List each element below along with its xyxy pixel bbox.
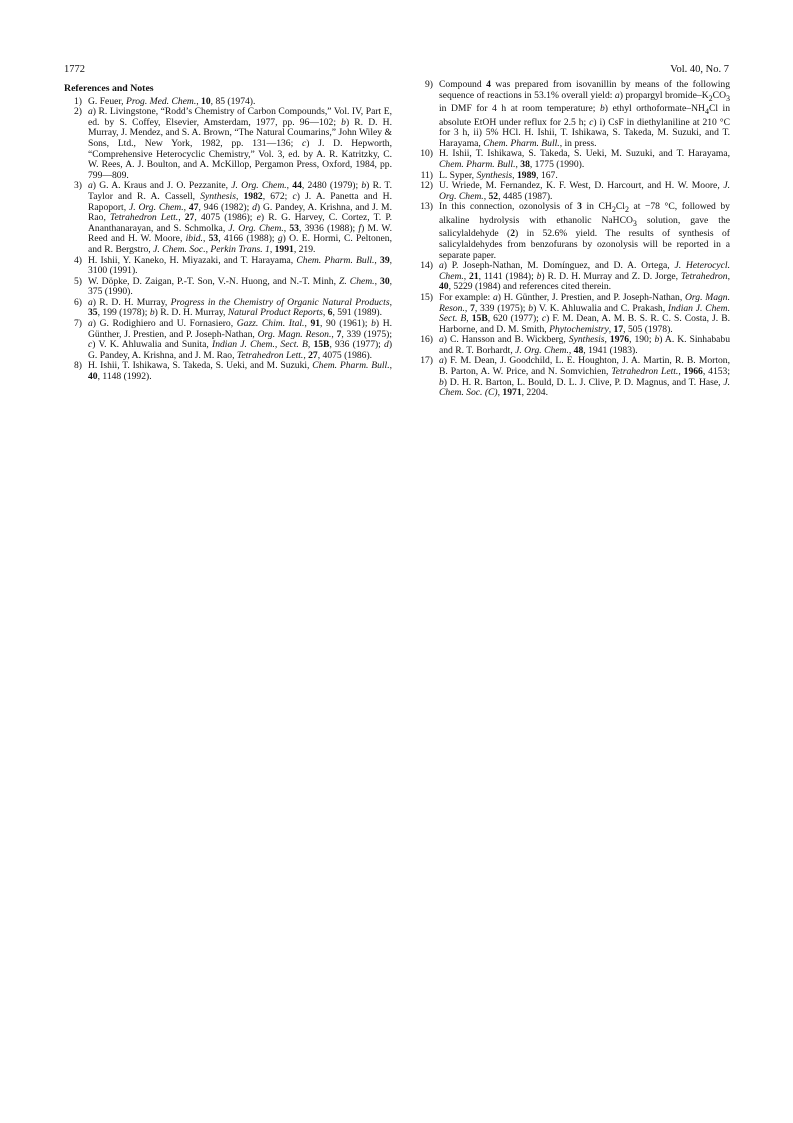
reference-item — [64, 298, 392, 319]
reference-text: a) F. M. Dean, J. Goodchild, L. E. Houghton, J. A. Martin, R. B. Morton, B. Parton, A. W. Price, and N. Somvichien, Tetrahedron Lett., 1966, 4153; b) D. H. R. Barton, L. Bould, D. L. J. Clive, P. D. Magnus, and T. Hase, J. Chem. Soc. (C), 1971, 2204. — [439, 355, 731, 399]
reference-text: H. Ishii, Y. Kaneko, H. Miyazaki, and T. Harayama, Chem. Pharm. Bull., 39, 3100 (1991). — [88, 254, 393, 277]
reference-number: 10) — [420, 148, 433, 160]
reference-number: 9) — [425, 79, 433, 90]
reference-text: a) G. Rodighiero and U. Fornasiero, Gazz. Chim. Ital., 91, 90 (1961); b) H. Günther, J. Prestien, and P. Joseph-Nathan, Org. Magn. Reson., 7, 339 (1975); c) V. K. Ahluwalia and Sunita, Indian J. Chem., Sect. B, 15B, 936 (1977); d) G. Pandey, A. Krishna, and J. M. Rao, Tetrahedron Lett., 27, 4075 (1986). — [88, 318, 393, 361]
reference-number: 11) — [420, 169, 433, 181]
reference-item — [415, 202, 730, 261]
reference-text: a) C. Hansson and B. Wickberg, Synthesis, 1976, 190; b) A. K. Sinhababu and R. T. Borhardt, J. Org. Chem., 48, 1941 (1983). — [439, 334, 731, 356]
volume-issue: Vol. 40, No. 7 — [670, 64, 729, 75]
reference-item — [64, 181, 392, 255]
reference-item — [415, 261, 730, 293]
reference-item — [415, 149, 730, 170]
reference-number: 17) — [420, 355, 433, 367]
reference-item — [415, 80, 730, 149]
left-column — [64, 80, 392, 383]
reference-number: 6) — [74, 296, 82, 308]
right-column — [415, 80, 730, 399]
reference-item — [415, 181, 730, 202]
reference-text: H. Ishii, T. Ishikawa, S. Takeda, S. Ueki, M. Suzuki, and T. Harayama, Chem. Pharm. Bull., 38, 1775 (1990). — [439, 148, 730, 170]
reference-number: 7) — [74, 318, 82, 330]
reference-item — [415, 293, 730, 335]
reference-text: U. Wriede, M. Fernandez, K. F. West, D. Harcourt, and H. W. Moore, J. Org. Chem., 52, 4485 (1987). — [439, 180, 730, 202]
reference-item — [64, 277, 392, 298]
reference-number: 5) — [74, 275, 82, 287]
reference-item — [64, 107, 392, 181]
reference-text: G. Feuer, Prog. Med. Chem., 10, 85 (1974). — [88, 95, 256, 107]
reference-text: L. Syper, Synthesis, 1989, 167. — [439, 169, 558, 181]
reference-text: H. Ishii, T. Ishikawa, S. Takeda, S. Ueki, and M. Suzuki, Chem. Pharm. Bull., 40, 1148 (1992). — [88, 360, 392, 383]
reference-text: In this connection, ozonolysis of 3 in $CH_2Cl_2$ at −78 °C, followed by alkaline hydrolysis with ethanolic NaHCO$_3$ solution, gave the salicylaldehyde (2) in 52.6% yield. The results of synthesis of salicylaldehydes from benzofurans by ozonolysis will be reported in a separate paper. — [439, 201, 730, 261]
reference-list-left — [64, 97, 392, 383]
page-number: 1772 — [64, 64, 85, 75]
reference-number: 14) — [420, 260, 433, 272]
reference-text: W. Döpke, D. Zaigan, P.-T. Son, V.-N. Huong, and N.-T. Minh, Z. Chem., 30, 375 (1990). — [88, 275, 393, 298]
reference-text: a) P. Joseph-Nathan, M. Domínguez, and D. A. Ortega, J. Heterocycl. Chem., 21, 1141 (1984); b) R. D. H. Murray and Z. D. Jorge, Tetrahedron, 40, 5229 (1984) and references cited therein. — [439, 260, 731, 293]
reference-number: 2) — [74, 106, 82, 118]
reference-number: 15) — [420, 291, 433, 303]
reference-item — [64, 319, 392, 361]
section-title: References and Notes — [64, 83, 154, 94]
reference-item — [64, 361, 392, 382]
reference-text: a) R. Livingstone, “Rodd’s Chemistry of Carbon Compounds,” Vol. IV, Part E, ed. by S. Coffey, Elsevier, Amsterdam, 1977, pp. 96—102; b) R. D. H. Murray, J. Mendez, and S. A. Brown, “The Natural Coumarins,” John Wiley & Sons, Ltd., New York, 1982, pp. 131—136; c) J. D. Hepworth, “Comprehensive Heterocyclic Chemistry,” Vol. 3, ed. by A. R. Katritzky, C. W. Rees, A. J. Boulton, and A. McKillop, Pergamon Press, Oxford, 1984, pp. 799—809. — [88, 106, 392, 181]
reference-list-right — [415, 80, 730, 399]
reference-number: 16) — [420, 334, 433, 346]
reference-item — [415, 356, 730, 398]
reference-number: 3) — [74, 180, 82, 192]
reference-item — [415, 335, 730, 356]
reference-number: 1) — [74, 95, 82, 107]
reference-text: Compound 4 was prepared from isovanillin by means of the following sequence of reactions in 53.1% overall yield: a) propargyl bromide–$K_2CO_3$ in DMF for 4 h at room temperature; b) ethyl orthoformate–$NH_4Cl$ in absolute EtOH under reflux for 2.5 h; c) i) CsF in diethylaniline at 210 °C for 3 h, ii) 5% HCl. H. Ishii, T. Ishikawa, S. Takeda, M. Suzuki, and T. Harayama, Chem. Pharm. Bull., in press. — [439, 79, 730, 149]
reference-number: 13) — [420, 201, 433, 213]
reference-number: 4) — [74, 254, 82, 266]
reference-number: 8) — [74, 360, 82, 372]
reference-text: a) G. A. Kraus and J. O. Pezzanite, J. Org. Chem., 44, 2480 (1979); b) R. T. Taylor and R. A. Cassell, Synthesis, 1982, 672; c) J. A. Panetta and H. Rapoport, J. Org. Chem., 47, 946 (1982); d) G. Pandey, A. Krishna, and J. M. Rao, Tetrahedron Lett., 27, 4075 (1986); e) R. G. Harvey, C. Cortez, T. P. Ananthanarayan, and S. Schmolka, J. Org. Chem., 53, 3936 (1988); f) M. W. Reed and H. W. Moore, ibid., 53, 4166 (1988); g) O. E. Hormi, C. Peltonen, and R. Bergstro, J. Chem. Soc., Perkin Trans. 1, 1991, 219. — [88, 180, 393, 255]
reference-item — [64, 256, 392, 277]
page-header — [64, 64, 729, 78]
reference-number: 12) — [420, 180, 433, 192]
reference-text: a) R. D. H. Murray, Progress in the Chemistry of Organic Natural Products, 35, 199 (1978); b) R. D. H. Murray, Natural Product Reports, 6, 591 (1989). — [88, 296, 392, 319]
reference-text: For example: a) H. Günther, J. Prestien, and P. Joseph-Nathan, Org. Magn. Reson., 7, 339 (1975); b) V. K. Ahluwalia and C. Prakash, Indian J. Chem. Sect. B, 15B, 620 (1977); c) F. M. Dean, A. M. B. S. R. C. S. Costa, J. B. Harborne, and D. M. Smith, Phytochemistry, 17, 505 (1978). — [439, 291, 730, 335]
